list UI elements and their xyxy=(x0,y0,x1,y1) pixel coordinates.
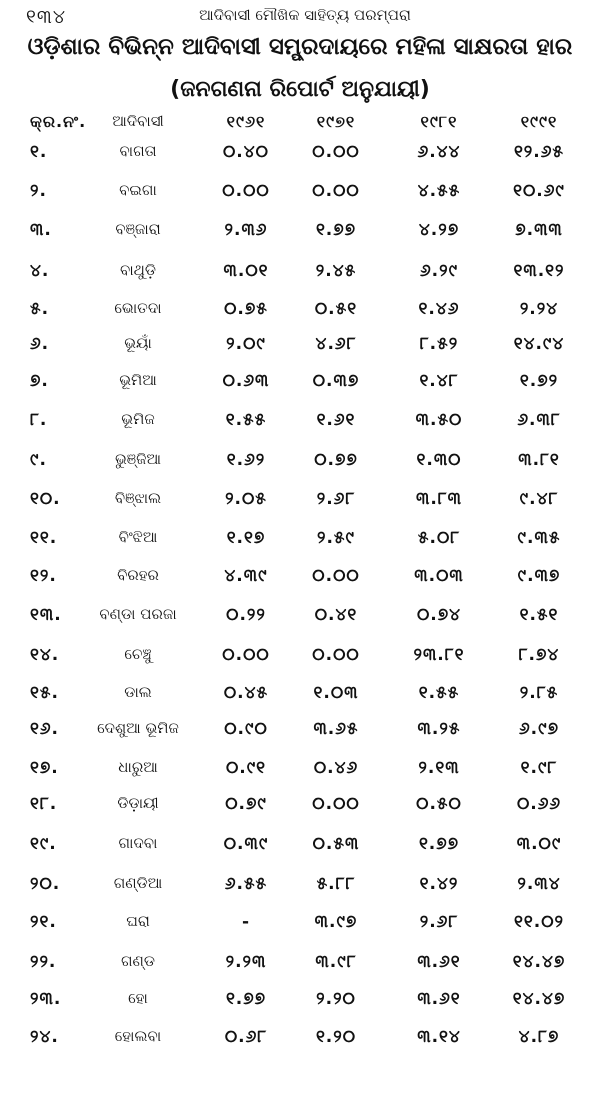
value-1991-cell: ୧.୯୮ xyxy=(520,758,558,778)
table-row xyxy=(0,142,600,178)
value-1971-cell: ୦.୦୦ xyxy=(312,794,360,814)
table-row xyxy=(0,1027,600,1063)
table-row xyxy=(0,683,600,719)
header-tribe: ଆଦିବାସୀ xyxy=(112,112,164,130)
value-1961-cell: ୦.୭୯ xyxy=(225,794,267,814)
value-1971-cell: ୩.୯୭ xyxy=(314,912,358,932)
value-1981-cell: ୪.୨୭ xyxy=(418,220,460,240)
value-1981-cell: ୩.୦୩ xyxy=(414,566,464,586)
value-1981-cell: ୩.୮୩ xyxy=(415,489,463,509)
serial-cell: ୨୦. xyxy=(30,874,61,894)
value-1991-cell: ୨.୨୪ xyxy=(519,299,559,319)
tribe-name-cell: ବିଞ୍ଝାଲ xyxy=(114,489,162,507)
value-1991-cell: ୩.୦୯ xyxy=(516,834,562,854)
serial-cell: ୨୨. xyxy=(30,952,57,972)
table-row xyxy=(0,261,600,297)
serial-cell: ୧୧. xyxy=(30,528,58,548)
table-row xyxy=(0,989,600,1025)
value-1991-cell: ୧.୫୧ xyxy=(519,605,559,625)
value-1991-cell: ୭.୩୩ xyxy=(515,220,563,240)
tribe-name-cell: ବଇଗା xyxy=(119,181,157,199)
value-1981-cell: ୪.୫୫ xyxy=(417,181,461,201)
serial-cell: ୧୯. xyxy=(30,834,57,854)
tribe-name-cell: ହୋଲବା xyxy=(114,1027,162,1045)
tribe-name-cell: ଭୂମିଜ xyxy=(121,410,155,428)
serial-cell: ୧୪. xyxy=(30,645,60,665)
value-1991-cell: ୯.୪୮ xyxy=(519,489,559,509)
table-row xyxy=(0,450,600,486)
table-subtitle: (ଜନଗଣନା ରିପୋର୍ଟ ଅନୁଯାୟୀ) xyxy=(170,77,430,102)
value-1961-cell: ୨.୩୬ xyxy=(224,220,268,240)
value-1961-cell: ୨.୦୫ xyxy=(225,489,267,509)
serial-cell: ୯. xyxy=(30,450,47,470)
value-1991-cell: ୩.୮୧ xyxy=(518,450,560,470)
value-1971-cell: ୨.୬୮ xyxy=(316,489,356,509)
value-1971-cell: ୦.୭୭ xyxy=(314,450,358,470)
value-1971-cell: ୦.୩୭ xyxy=(312,371,360,391)
value-1991-cell: ୬.୩୮ xyxy=(517,410,561,430)
value-1981-cell: ୬.୪୪ xyxy=(417,142,461,162)
value-1981-cell: ୩.୧୪ xyxy=(417,1027,461,1047)
tribe-name-cell: ଡାଲ xyxy=(124,683,152,701)
value-1961-cell: ୨.୦୯ xyxy=(226,334,266,354)
header-1971: ୧୯୭୧ xyxy=(316,112,356,131)
tribe-name-cell: ଗଣ୍ଡ xyxy=(121,952,155,970)
table-row xyxy=(0,758,600,794)
value-1991-cell: ୧୪.୯୪ xyxy=(513,334,565,354)
tribe-name-cell: ଗଣ୍ଡିଆ xyxy=(113,874,163,892)
value-1991-cell: ୧୪.୪୭ xyxy=(512,952,566,972)
serial-cell: ୮. xyxy=(30,410,48,430)
tribe-name-cell: ଚେଞ୍ଚୁ xyxy=(124,645,152,663)
table-row xyxy=(0,605,600,641)
serial-cell: ୩. xyxy=(30,220,52,240)
tribe-name-cell: ଗାଦବା xyxy=(118,834,158,852)
serial-cell: ୧୫. xyxy=(30,683,59,703)
tribe-name-cell: ହୋ xyxy=(128,989,148,1007)
value-1961-cell: ୦.୬୮ xyxy=(224,1027,268,1047)
value-1991-cell: ୬.୯୭ xyxy=(519,719,559,739)
table-row xyxy=(0,371,600,407)
value-1971-cell: ୦.୦୦ xyxy=(312,142,360,162)
page-number: ୧୩୪ xyxy=(26,6,67,28)
value-1971-cell: ୩.୯୮ xyxy=(315,952,357,972)
value-1981-cell: ୨.୧୩ xyxy=(418,758,460,778)
tribe-name-cell: ଦେଶୁଆ ଭୂମିଜ xyxy=(97,719,179,737)
value-1991-cell: ୧୧.୦୨ xyxy=(514,912,564,932)
value-1971-cell: ୦.୪୧ xyxy=(314,605,358,625)
value-1981-cell: ୩.୨୫ xyxy=(417,719,461,739)
table-row xyxy=(0,794,600,830)
tribe-name-cell: ଘରା xyxy=(126,912,150,930)
value-1981-cell: ୩.୬୧ xyxy=(417,952,461,972)
value-1981-cell: ୨୩.୮୧ xyxy=(413,645,465,665)
tribe-name-cell: ବାଗତା xyxy=(119,142,157,160)
value-1961-cell: ୦.୬୩ xyxy=(222,371,270,391)
value-1971-cell: ୧.୨୦ xyxy=(315,1027,357,1047)
value-1971-cell: ୪.୬୮ xyxy=(315,334,357,354)
table-row xyxy=(0,220,600,256)
value-1961-cell: ୨.୨୩ xyxy=(225,952,267,972)
serial-cell: ୨. xyxy=(30,181,47,201)
table-row xyxy=(0,952,600,988)
serial-cell: ୨୩. xyxy=(30,989,62,1009)
value-1991-cell: ୦.୬୬ xyxy=(516,794,562,814)
serial-cell: ୬. xyxy=(30,334,50,354)
value-1981-cell: ୧.୭୭ xyxy=(418,834,460,854)
header-serial: କ୍ର.ନଂ. xyxy=(30,112,87,131)
value-1961-cell: ୬.୫୫ xyxy=(224,874,268,894)
page-header xyxy=(0,4,600,30)
value-1971-cell: ୨.୨୦ xyxy=(316,989,356,1009)
value-1961-cell: ୦.୯୦ xyxy=(224,719,268,739)
tribe-name-cell: ଡିଡ଼ାୟୀ xyxy=(117,794,159,812)
header-1981: ୧୯୮୧ xyxy=(420,112,458,131)
value-1981-cell: ୫.୦୮ xyxy=(417,528,461,548)
table-row xyxy=(0,874,600,910)
tribe-name-cell: ଧାରୁଆ xyxy=(118,758,158,776)
table-row xyxy=(0,489,600,525)
value-1991-cell: ୧୪.୪୭ xyxy=(512,989,566,1009)
serial-cell: ୧୭. xyxy=(30,758,59,778)
value-1971-cell: ୦.୦୦ xyxy=(312,181,360,201)
value-1971-cell: ୦.୦୦ xyxy=(312,566,360,586)
value-1961-cell: ୦.୩୯ xyxy=(223,834,269,854)
serial-cell: ୧୩. xyxy=(30,605,62,625)
table-row xyxy=(0,566,600,602)
serial-cell: ୧୨. xyxy=(30,566,57,586)
value-1991-cell: ୧୩.୧୨ xyxy=(513,261,565,281)
value-1981-cell: ୮.୫୨ xyxy=(419,334,459,354)
table-row xyxy=(0,719,600,755)
tribe-name-cell: ବିଂଝିଆ xyxy=(118,528,158,546)
serial-cell: ୧୮. xyxy=(30,794,58,814)
table-row xyxy=(0,410,600,446)
value-1961-cell: ୩.୦୧ xyxy=(223,261,269,281)
tribe-name-cell: ବିରହର xyxy=(117,566,159,584)
value-1971-cell: ୨.୫୯ xyxy=(317,528,355,548)
serial-cell: ୧. xyxy=(30,142,48,162)
serial-cell: ୪. xyxy=(30,261,50,281)
value-1991-cell: ୧୦.୬୯ xyxy=(513,181,565,201)
tribe-name-cell: ବଣ୍ଡା ପରଜା xyxy=(99,605,177,623)
table-row xyxy=(0,528,600,564)
serial-cell: ୧୦. xyxy=(30,489,61,509)
value-1971-cell: ୦.୪୬ xyxy=(313,758,359,778)
value-1961-cell: ୦.୦୦ xyxy=(222,645,270,665)
tribe-name-cell: ଭୁଞ୍ଜିଆ xyxy=(114,450,162,468)
value-1971-cell: ୨.୪୫ xyxy=(315,261,357,281)
value-1991-cell: ୧୨.୬୫ xyxy=(513,142,565,162)
header-1991: ୧୯୯୧ xyxy=(520,112,558,131)
table-row xyxy=(0,299,600,335)
table-row xyxy=(0,181,600,217)
value-1991-cell: ୧.୭୨ xyxy=(519,371,559,391)
value-1961-cell: ୪.୩୯ xyxy=(224,566,268,586)
value-1961-cell: ୦.୪୫ xyxy=(223,683,269,703)
serial-cell: ୫. xyxy=(30,299,50,319)
value-1981-cell: ୩.୫୦ xyxy=(415,410,463,430)
value-1961-cell: ୦.୯୧ xyxy=(225,758,267,778)
value-1991-cell: ୨.୮୫ xyxy=(519,683,559,703)
value-1981-cell: ୧.୪୬ xyxy=(418,299,460,319)
value-1961-cell: ୦.୦୦ xyxy=(222,181,270,201)
value-1961-cell: ୧.୭୭ xyxy=(225,989,267,1009)
value-1961-cell: ୦.୭୫ xyxy=(224,299,268,319)
tribe-name-cell: ଭୂୟାଁ xyxy=(124,334,152,352)
value-1991-cell: ୨.୩୪ xyxy=(517,874,561,894)
header-1961: ୧୯୬୧ xyxy=(226,112,266,131)
value-1961-cell: ୧.୧୭ xyxy=(226,528,266,548)
tribe-name-cell: ଭୋତଦା xyxy=(114,299,162,317)
table-row xyxy=(0,334,600,370)
value-1961-cell: ୦.୪୦ xyxy=(223,142,269,162)
tribe-name-cell: ଭୂମିଆ xyxy=(119,371,157,389)
value-1961-cell: ୦.୨୨ xyxy=(226,605,266,625)
value-1981-cell: ୨.୬୮ xyxy=(419,912,459,932)
value-1961-cell: ୧.୬୨ xyxy=(226,450,266,470)
value-1991-cell: ୯.୩୭ xyxy=(517,566,561,586)
value-1971-cell: ୧.୭୭ xyxy=(315,220,357,240)
value-1991-cell: ୪.୮୭ xyxy=(518,1027,560,1047)
value-1981-cell: ୬.୨୯ xyxy=(419,261,459,281)
value-1991-cell: ୮.୭୪ xyxy=(518,645,560,665)
value-1981-cell: ୧.୫୫ xyxy=(418,683,460,703)
value-1971-cell: ୧.୬୧ xyxy=(316,410,356,430)
serial-cell: ୧୬. xyxy=(30,719,59,739)
value-1971-cell: ୫.୮୮ xyxy=(316,874,356,894)
table-row xyxy=(0,834,600,870)
value-1961-cell: ୧.୫୫ xyxy=(225,410,267,430)
serial-cell: ୨୧. xyxy=(30,912,57,932)
running-head: ଆଦିବାସୀ ମୌଖିକ ସାହିତ୍ୟ ପରମ୍ପରା xyxy=(199,6,411,24)
tribe-name-cell: ବାଥୁଡ଼ି xyxy=(120,261,156,279)
serial-cell: ୭. xyxy=(30,371,49,391)
tribe-name-cell: ବଞ୍ଜାରା xyxy=(115,220,161,238)
value-1981-cell: ୧.୪୮ xyxy=(419,371,459,391)
table-title: ଓଡ଼ିଶାର ବିଭିନ୍ନ ଆଦିବାସୀ ସମ୍ପ୍ରଦାୟରେ ମହିଳା ସାକ୍ଷରତା ହାର xyxy=(27,34,573,60)
value-1991-cell: ୯.୩୫ xyxy=(517,528,561,548)
table-row xyxy=(0,645,600,681)
value-1971-cell: ୧.୦୩ xyxy=(313,683,359,703)
value-1971-cell: ୦.୫୧ xyxy=(314,299,358,319)
value-1981-cell: ୩.୬୧ xyxy=(417,989,461,1009)
value-1971-cell: ୦.୦୦ xyxy=(312,645,360,665)
value-1961-cell: - xyxy=(241,912,251,932)
value-1971-cell: ୦.୫୩ xyxy=(312,834,360,854)
value-1981-cell: ୧.୪୨ xyxy=(419,874,459,894)
serial-cell: ୨୪. xyxy=(30,1027,59,1047)
table-row xyxy=(0,912,600,948)
value-1981-cell: ୦.୫୦ xyxy=(416,794,462,814)
value-1981-cell: ୧.୩୦ xyxy=(416,450,462,470)
value-1981-cell: ୦.୭୪ xyxy=(416,605,462,625)
value-1971-cell: ୩.୬୫ xyxy=(313,719,359,739)
